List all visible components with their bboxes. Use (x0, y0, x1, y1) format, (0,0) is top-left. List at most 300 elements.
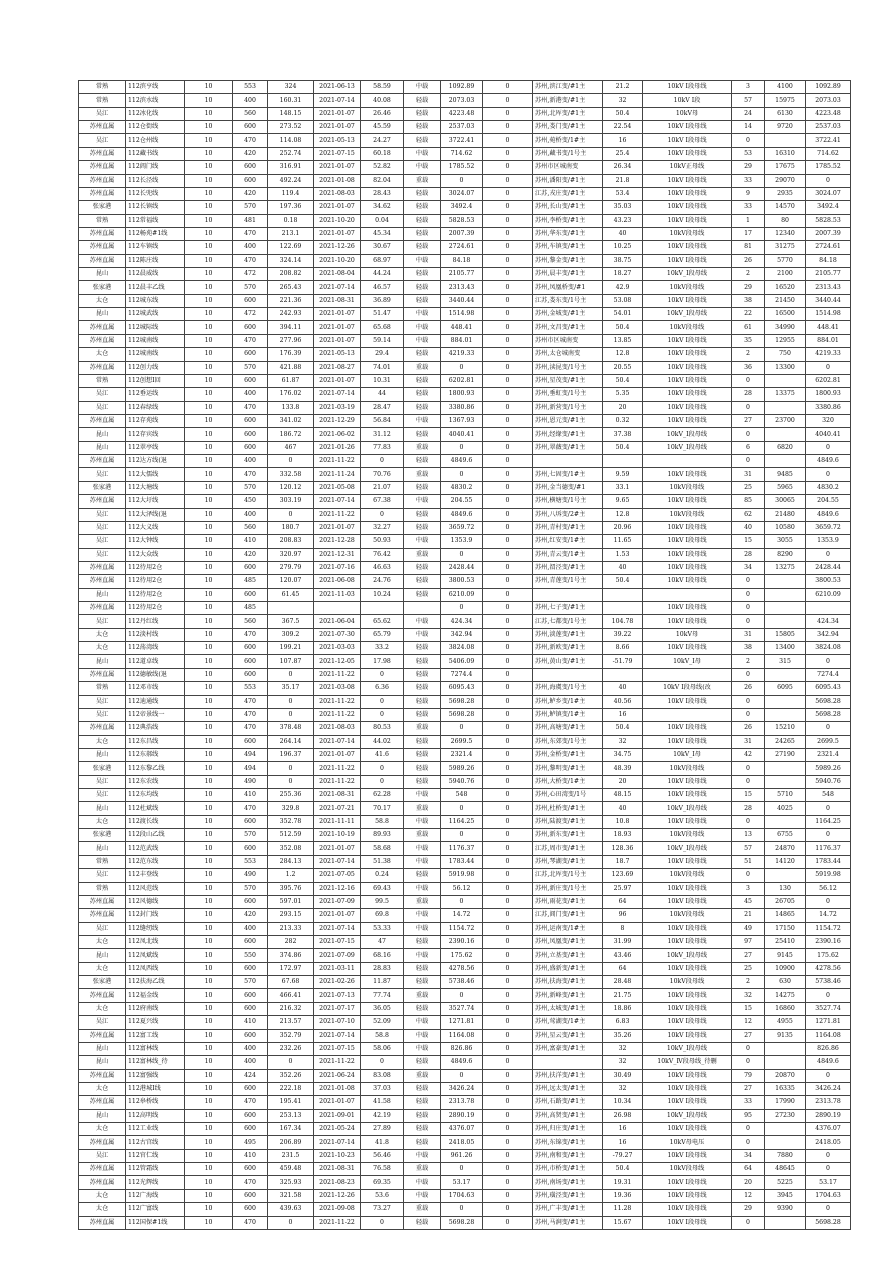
cell-capacity: 560 (233, 107, 268, 120)
cell-max-load: 277.96 (268, 334, 314, 347)
cell-capacity: 553 (233, 81, 268, 94)
cell-user-count: 53 (732, 147, 765, 160)
cell-available-capacity: 56.12 (806, 882, 851, 895)
cell-load-status: 中载 (404, 535, 441, 548)
cell-date: 2021-11-24 (314, 468, 361, 481)
cell-flag: 0 (483, 441, 533, 454)
cell-date (314, 602, 361, 615)
cell-max-load: 208.82 (268, 268, 314, 281)
cell-bus-section: 10kV段母线 (643, 909, 732, 922)
cell-load-rate: 74.01 (361, 361, 404, 374)
cell-substation: 苏州,扶洋变/#1主 (533, 1069, 603, 1082)
cell-load-status: 中载 (404, 495, 441, 508)
cell-date: 2021-07-15 (314, 936, 361, 949)
table-row (79, 174, 851, 187)
cell-max-load: 0 (268, 775, 314, 788)
cell-substation-load: 16 (603, 1136, 643, 1149)
cell-load-status: 轻载 (404, 642, 441, 655)
cell-max-load: 512.59 (268, 829, 314, 842)
cell-voltage: 10 (185, 294, 233, 307)
cell-substation-load: -79.27 (603, 1149, 643, 1162)
cell-user-count: 0 (732, 1042, 765, 1055)
cell-voltage: 10 (185, 1016, 233, 1029)
cell-load-rate: 67.38 (361, 495, 404, 508)
cell-district: 苏州直属 (79, 361, 126, 374)
cell-voltage: 10 (185, 976, 233, 989)
cell-installed-capacity: 27190 (765, 748, 806, 761)
cell-bus-section: 10kV Ⅰ段母线 (643, 294, 732, 307)
table-row (79, 414, 851, 427)
table-row (79, 294, 851, 307)
table-row (79, 1029, 851, 1042)
cell-date: 2021-05-08 (314, 481, 361, 494)
cell-line-name: 112福金线 (126, 989, 185, 1002)
cell-voltage: 10 (185, 495, 233, 508)
cell-district: 太仓 (79, 815, 126, 828)
cell-available-capacity: 714.62 (806, 147, 851, 160)
cell-voltage: 10 (185, 561, 233, 574)
cell-user-count: 3 (732, 81, 765, 94)
cell-substation: 苏州,立基变/#1主 (533, 949, 603, 962)
cell-bus-section: 10kV段母线 (643, 321, 732, 334)
table-row (79, 308, 851, 321)
cell-user-count: 28 (732, 548, 765, 561)
table-row (79, 374, 851, 387)
cell-substation-load: 8.66 (603, 642, 643, 655)
cell-max-load: 0 (268, 762, 314, 775)
cell-substation-load: 18.93 (603, 829, 643, 842)
cell-user-count: 64 (732, 1163, 765, 1176)
cell-voltage: 10 (185, 308, 233, 321)
cell-bus-section: 10kV Ⅰ段母线 (643, 81, 732, 94)
cell-max-load: 122.69 (268, 241, 314, 254)
cell-substation: 苏州,八坼变/2#主 (533, 508, 603, 521)
cell-available-capacity: 53.17 (806, 1176, 851, 1189)
cell-voltage: 10 (185, 374, 233, 387)
cell-spare-capacity: 0 (441, 722, 483, 735)
cell-installed-capacity: 12955 (765, 334, 806, 347)
cell-substation-load: 50.4 (603, 441, 643, 454)
table-row (79, 615, 851, 628)
cell-bus-section: 10kV段母线 (643, 976, 732, 989)
cell-date: 2021-01-07 (314, 909, 361, 922)
cell-available-capacity: 4849.6 (806, 455, 851, 468)
cell-flag: 0 (483, 1189, 533, 1202)
cell-substation-load: 20 (603, 401, 643, 414)
cell-installed-capacity: 16335 (765, 1082, 806, 1095)
cell-spare-capacity: 826.86 (441, 1042, 483, 1055)
cell-capacity: 470 (233, 468, 268, 481)
cell-substation-load: 32 (603, 1082, 643, 1095)
cell-date: 2021-06-13 (314, 81, 361, 94)
cell-available-capacity: 2105.77 (806, 268, 851, 281)
cell-user-count: 26 (732, 254, 765, 267)
cell-load-rate: 28.83 (361, 962, 404, 975)
cell-installed-capacity (765, 815, 806, 828)
cell-district: 苏州直属 (79, 495, 126, 508)
cell-installed-capacity: 14275 (765, 989, 806, 1002)
cell-date: 2021-12-31 (314, 548, 361, 561)
cell-capacity: 600 (233, 668, 268, 681)
cell-substation-load: 30.49 (603, 1069, 643, 1082)
cell-date: 2021-11-22 (314, 695, 361, 708)
cell-voltage: 10 (185, 829, 233, 842)
cell-load-rate: 33.2 (361, 642, 404, 655)
cell-spare-capacity: 0 (441, 829, 483, 842)
cell-load-rate: 65.68 (361, 321, 404, 334)
cell-available-capacity: 1271.81 (806, 1016, 851, 1029)
cell-spare-capacity: 4849.6 (441, 508, 483, 521)
cell-available-capacity (806, 602, 851, 615)
cell-load-status: 中载 (404, 628, 441, 641)
cell-installed-capacity (765, 134, 806, 147)
cell-max-load: 120.12 (268, 481, 314, 494)
cell-bus-section: 10kV Ⅰ段母线 (643, 374, 732, 387)
cell-date: 2021-08-31 (314, 1163, 361, 1176)
cell-line-name: 112缝纫线 (126, 922, 185, 935)
cell-user-count: 0 (732, 374, 765, 387)
cell-spare-capacity: 2390.16 (441, 936, 483, 949)
cell-load-rate: 59.14 (361, 334, 404, 347)
cell-max-load: 466.41 (268, 989, 314, 1002)
cell-substation (533, 1056, 603, 1069)
cell-line-name: 112创想Ⅰ回 (126, 374, 185, 387)
cell-load-rate: 17.98 (361, 655, 404, 668)
cell-capacity: 495 (233, 1136, 268, 1149)
cell-flag: 0 (483, 187, 533, 200)
cell-flag: 0 (483, 1136, 533, 1149)
table-row (79, 481, 851, 494)
cell-voltage: 10 (185, 81, 233, 94)
cell-max-load: 242.93 (268, 308, 314, 321)
cell-load-status: 轻载 (404, 508, 441, 521)
cell-bus-section: 10kV Ⅰ段母线 (643, 922, 732, 935)
cell-load-rate: 41.58 (361, 1096, 404, 1109)
cell-load-rate: 21.07 (361, 481, 404, 494)
cell-max-load: 186.72 (268, 428, 314, 441)
cell-load-status: 轻载 (404, 428, 441, 441)
cell-substation: 苏州,太城变/#1主 (533, 1002, 603, 1015)
table-row (79, 575, 851, 588)
cell-voltage: 10 (185, 1203, 233, 1216)
cell-flag: 0 (483, 134, 533, 147)
cell-available-capacity: 5828.53 (806, 214, 851, 227)
cell-substation: 苏州,远太变/#1主 (533, 1082, 603, 1095)
cell-line-name: 112富工线 (126, 1029, 185, 1042)
cell-bus-section: 10kV Ⅰ段母线 (643, 495, 732, 508)
cell-substation: 苏州,晨丰变/#1主 (533, 268, 603, 281)
cell-substation-load: 10.34 (603, 1096, 643, 1109)
table-row (79, 321, 851, 334)
cell-spare-capacity: 1800.93 (441, 388, 483, 401)
cell-capacity: 470 (233, 227, 268, 240)
cell-spare-capacity: 4219.33 (441, 348, 483, 361)
cell-substation-load: 50.4 (603, 575, 643, 588)
cell-max-load: 213.33 (268, 922, 314, 935)
cell-flag: 0 (483, 227, 533, 240)
cell-available-capacity: 2890.19 (806, 1109, 851, 1122)
cell-spare-capacity: 1271.81 (441, 1016, 483, 1029)
cell-substation: 苏州,七子变/#1主 (533, 602, 603, 615)
cell-flag: 0 (483, 1203, 533, 1216)
cell-voltage: 10 (185, 227, 233, 240)
cell-date: 2021-01-26 (314, 441, 361, 454)
cell-district: 苏州直属 (79, 989, 126, 1002)
cell-spare-capacity: 5940.76 (441, 775, 483, 788)
cell-date: 2021-01-07 (314, 334, 361, 347)
cell-installed-capacity: 29070 (765, 174, 806, 187)
cell-user-count: 25 (732, 481, 765, 494)
cell-max-load: 206.89 (268, 1136, 314, 1149)
cell-bus-section: 10kV Ⅰ段母线 (643, 241, 732, 254)
cell-bus-section: 10kV Ⅰ段母线 (643, 775, 732, 788)
cell-installed-capacity: 3055 (765, 535, 806, 548)
cell-flag: 0 (483, 81, 533, 94)
cell-substation-load: 53.08 (603, 294, 643, 307)
cell-load-rate: 46.63 (361, 561, 404, 574)
cell-district: 苏州直属 (79, 174, 126, 187)
cell-max-load: 395.76 (268, 882, 314, 895)
cell-load-status: 中载 (404, 308, 441, 321)
cell-user-count: 49 (732, 922, 765, 935)
cell-date: 2021-05-24 (314, 1123, 361, 1136)
cell-substation: 苏州,华东变/#1主 (533, 227, 603, 240)
cell-spare-capacity: 2313.78 (441, 1096, 483, 1109)
cell-load-rate: 41.8 (361, 1136, 404, 1149)
cell-flag: 0 (483, 1042, 533, 1055)
cell-flag: 0 (483, 401, 533, 414)
cell-spare-capacity: 5919.98 (441, 869, 483, 882)
cell-district: 昆山 (79, 949, 126, 962)
cell-installed-capacity (765, 869, 806, 882)
cell-spare-capacity: 4849.6 (441, 455, 483, 468)
cell-spare-capacity: 5989.26 (441, 762, 483, 775)
cell-capacity: 481 (233, 214, 268, 227)
data-sheet (78, 80, 841, 1230)
cell-line-name: 112待用2仓 (126, 588, 185, 601)
cell-capacity: 420 (233, 909, 268, 922)
cell-voltage: 10 (185, 936, 233, 949)
cell-capacity: 600 (233, 321, 268, 334)
cell-available-capacity: 2321.4 (806, 748, 851, 761)
cell-substation: 苏州,新庄变/1号主 (533, 882, 603, 895)
cell-substation-load: 39.22 (603, 628, 643, 641)
cell-flag: 0 (483, 268, 533, 281)
cell-max-load: 180.7 (268, 521, 314, 534)
cell-voltage: 10 (185, 1123, 233, 1136)
table-row (79, 869, 851, 882)
cell-substation: 苏州,潘阳变/#1主 (533, 174, 603, 187)
cell-available-capacity: 5940.76 (806, 775, 851, 788)
table-row (79, 989, 851, 1002)
cell-max-load: 0 (268, 668, 314, 681)
cell-bus-section (643, 588, 732, 601)
cell-date: 2021-02-26 (314, 976, 361, 989)
cell-voltage: 10 (185, 775, 233, 788)
cell-line-name: 112城南线 (126, 334, 185, 347)
cell-installed-capacity (765, 374, 806, 387)
cell-flag: 0 (483, 842, 533, 855)
cell-bus-section: 10kV_Ⅰ段母线 (643, 308, 732, 321)
cell-capacity: 410 (233, 789, 268, 802)
cell-installed-capacity: 34990 (765, 321, 806, 334)
cell-line-name: 112凤西线 (126, 962, 185, 975)
cell-load-rate: 42.19 (361, 1109, 404, 1122)
cell-capacity: 420 (233, 548, 268, 561)
cell-load-status: 中载 (404, 414, 441, 427)
cell-user-count: 0 (732, 869, 765, 882)
cell-spare-capacity: 1154.72 (441, 922, 483, 935)
cell-district: 苏州直属 (79, 602, 126, 615)
cell-user-count: 0 (732, 575, 765, 588)
cell-max-load: 61.45 (268, 588, 314, 601)
cell-available-capacity: 4278.56 (806, 962, 851, 975)
cell-bus-section: 10kV Ⅰ段母线 (643, 1069, 732, 1082)
cell-district: 苏州直属 (79, 1136, 126, 1149)
cell-bus-section: 10kV段母线 (643, 227, 732, 240)
cell-max-load: 167.34 (268, 1123, 314, 1136)
cell-date: 2021-08-03 (314, 187, 361, 200)
cell-substation-load: 18.7 (603, 855, 643, 868)
cell-voltage: 10 (185, 655, 233, 668)
cell-max-load: 0 (268, 508, 314, 521)
cell-load-rate: 24.76 (361, 575, 404, 588)
cell-installed-capacity: 14865 (765, 909, 806, 922)
cell-date: 2021-09-01 (314, 1109, 361, 1122)
cell-load-status: 轻载 (404, 1002, 441, 1015)
cell-line-name: 112风范线 (126, 882, 185, 895)
cell-installed-capacity (765, 695, 806, 708)
cell-district: 吴江 (79, 107, 126, 120)
cell-max-load: 282 (268, 936, 314, 949)
cell-max-load: 378.48 (268, 722, 314, 735)
cell-installed-capacity: 6820 (765, 441, 806, 454)
cell-max-load: 320.97 (268, 548, 314, 561)
cell-capacity: 470 (233, 134, 268, 147)
cell-voltage: 10 (185, 481, 233, 494)
cell-installed-capacity: 26705 (765, 895, 806, 908)
cell-load-status: 轻载 (404, 294, 441, 307)
cell-substation: 苏州,扶海变/#1主 (533, 976, 603, 989)
cell-load-status: 轻载 (404, 775, 441, 788)
cell-date: 2021-07-30 (314, 628, 361, 641)
cell-bus-section: 10kV Ⅰ段母线 (643, 361, 732, 374)
cell-flag: 0 (483, 642, 533, 655)
cell-capacity: 470 (233, 1096, 268, 1109)
cell-load-status: 轻载 (404, 735, 441, 748)
cell-user-count: 34 (732, 1149, 765, 1162)
cell-installed-capacity: 9145 (765, 949, 806, 962)
cell-flag: 0 (483, 735, 533, 748)
cell-user-count: 85 (732, 495, 765, 508)
cell-district: 苏州直属 (79, 1176, 126, 1189)
cell-line-name: 112典浩线 (126, 722, 185, 735)
cell-available-capacity: 4849.6 (806, 1056, 851, 1069)
cell-substation-load: 5.35 (603, 388, 643, 401)
cell-voltage: 10 (185, 361, 233, 374)
cell-load-rate: 30.67 (361, 241, 404, 254)
cell-installed-capacity: 14570 (765, 201, 806, 214)
cell-substation: 苏州,青云变/1#主 (533, 548, 603, 561)
cell-substation: 苏州,海虞变/1号主 (533, 682, 603, 695)
cell-voltage: 10 (185, 708, 233, 721)
table-row (79, 508, 851, 521)
cell-load-rate: 58.06 (361, 1042, 404, 1055)
cell-max-load: 264.14 (268, 735, 314, 748)
cell-installed-capacity: 24870 (765, 842, 806, 855)
cell-load-status: 轻载 (404, 695, 441, 708)
table-row (79, 842, 851, 855)
cell-load-status: 轻载 (404, 521, 441, 534)
cell-max-load (268, 602, 314, 615)
cell-bus-section: 10kV Ⅰ段母线 (643, 121, 732, 134)
cell-max-load: 374.86 (268, 949, 314, 962)
cell-available-capacity: 0 (806, 722, 851, 735)
cell-bus-section: 10kV Ⅰ段母线 (643, 1216, 732, 1229)
cell-voltage: 10 (185, 281, 233, 294)
cell-voltage: 10 (185, 121, 233, 134)
cell-substation-load: 50.4 (603, 107, 643, 120)
cell-max-load: 332.58 (268, 468, 314, 481)
cell-date: 2021-11-22 (314, 668, 361, 681)
cell-user-count: 1 (732, 214, 765, 227)
cell-bus-section: 10kV Ⅰ段母线 (643, 521, 732, 534)
cell-substation-load: 13.85 (603, 334, 643, 347)
cell-line-name: 112陈庄线 (126, 254, 185, 267)
cell-available-capacity: 2418.05 (806, 1136, 851, 1149)
cell-substation-load: 11.65 (603, 535, 643, 548)
cell-capacity: 600 (233, 1082, 268, 1095)
cell-user-count: 32 (732, 989, 765, 1002)
cell-substation: 苏州,南场变/#1主 (533, 1176, 603, 1189)
cell-spare-capacity: 1176.37 (441, 842, 483, 855)
table-row (79, 201, 851, 214)
cell-bus-section: 10kV段母线 (643, 869, 732, 882)
cell-flag: 0 (483, 602, 533, 615)
cell-substation-load: 40 (603, 802, 643, 815)
cell-voltage: 10 (185, 548, 233, 561)
cell-substation-load: 48.39 (603, 762, 643, 775)
cell-spare-capacity: 1353.9 (441, 535, 483, 548)
cell-line-name: 112滨水线 (126, 94, 185, 107)
cell-available-capacity: 1514.98 (806, 308, 851, 321)
cell-substation-load: 34.75 (603, 748, 643, 761)
cell-installed-capacity (765, 668, 806, 681)
cell-max-load: 329.8 (268, 802, 314, 815)
cell-line-name: 112封门线 (126, 909, 185, 922)
cell-substation-load: 15.67 (603, 1216, 643, 1229)
cell-voltage: 10 (185, 1176, 233, 1189)
cell-load-rate: 44.02 (361, 735, 404, 748)
cell-line-name: 112大众线 (126, 548, 185, 561)
cell-date: 2021-01-07 (314, 161, 361, 174)
cell-spare-capacity: 175.62 (441, 949, 483, 962)
table-row (79, 762, 851, 775)
cell-flag: 0 (483, 535, 533, 548)
cell-flag: 0 (483, 481, 533, 494)
cell-installed-capacity: 630 (765, 976, 806, 989)
cell-date: 2021-07-14 (314, 281, 361, 294)
cell-substation-load: 40 (603, 561, 643, 574)
cell-line-name: 112段山乙线 (126, 829, 185, 842)
cell-substation-load: 32 (603, 735, 643, 748)
cell-line-name: 112凤斌线 (126, 949, 185, 962)
cell-flag: 0 (483, 1002, 533, 1015)
cell-voltage: 10 (185, 187, 233, 200)
cell-date: 2021-11-22 (314, 455, 361, 468)
cell-voltage: 10 (185, 468, 233, 481)
cell-load-rate: 0 (361, 762, 404, 775)
